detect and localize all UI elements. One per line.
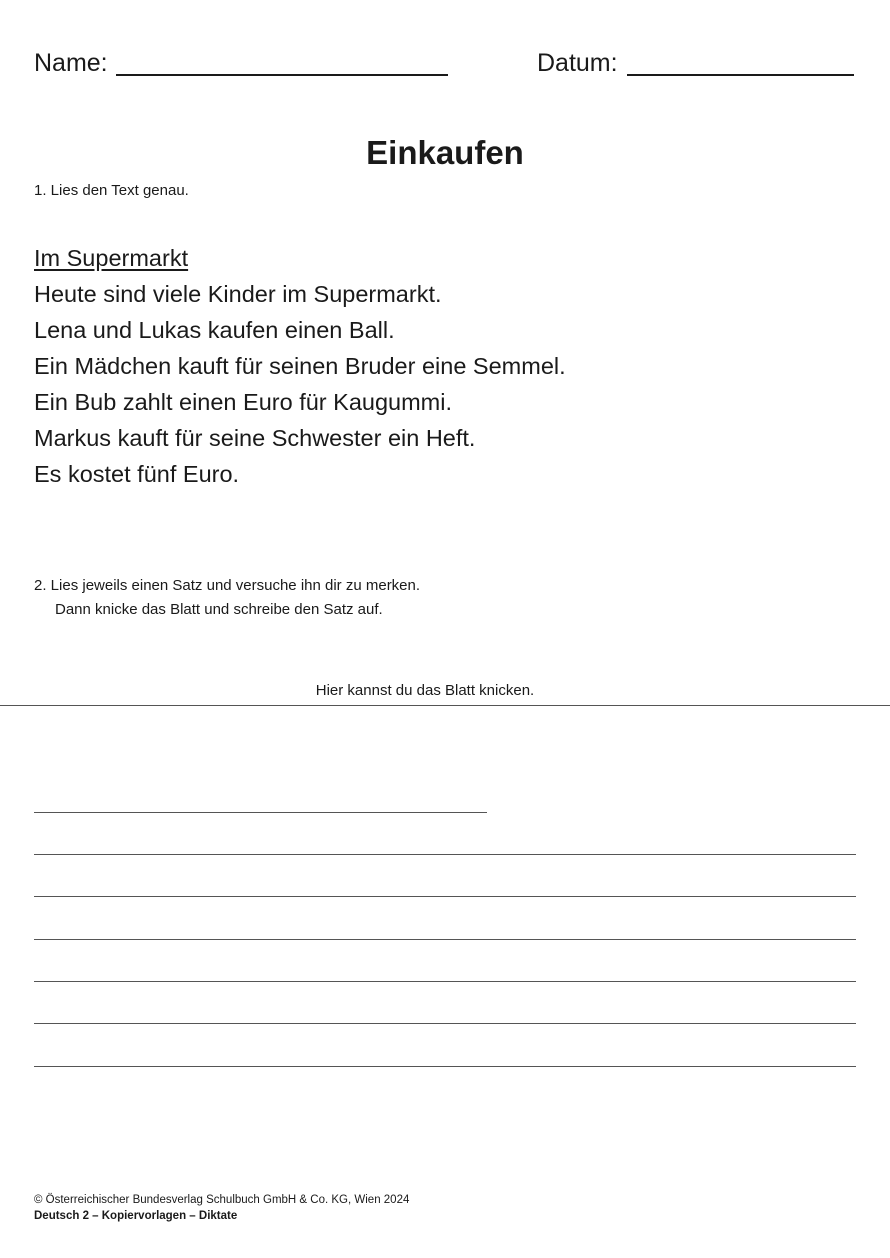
task2-instruction-line1: 2. Lies jeweils einen Satz und versuche ihn dir zu merken. bbox=[34, 577, 421, 594]
story-block bbox=[34, 240, 566, 492]
writing-line[interactable] bbox=[34, 854, 856, 855]
fold-hint: Hier kannst du das Blatt knicken. bbox=[315, 682, 535, 699]
date-label: Datum: bbox=[537, 49, 618, 77]
story-line: Ein Mädchen kauft für seinen Bruder eine Semmel. bbox=[34, 353, 566, 379]
writing-line[interactable] bbox=[34, 812, 487, 813]
footer-series: Deutsch 2 – Kopiervorlagen – Diktate bbox=[34, 1210, 238, 1222]
fold-line bbox=[0, 705, 890, 706]
writing-line[interactable] bbox=[34, 981, 856, 982]
story-line: Lena und Lukas kaufen einen Ball. bbox=[34, 317, 395, 343]
page-title: Einkaufen bbox=[366, 134, 524, 171]
footer-copyright: © Österreichischer Bundesverlag Schulbuch GmbH & Co. KG, Wien 2024 bbox=[34, 1194, 410, 1206]
story-line: Es kostet fünf Euro. bbox=[34, 461, 240, 487]
writing-line[interactable] bbox=[34, 1066, 856, 1067]
task1-instruction: 1. Lies den Text genau. bbox=[34, 182, 189, 199]
story-line: Markus kauft für seine Schwester ein Heft. bbox=[34, 425, 476, 451]
writing-line[interactable] bbox=[34, 1023, 856, 1024]
story-line: Ein Bub zahlt einen Euro für Kaugummi. bbox=[34, 389, 453, 415]
story-line: Heute sind viele Kinder im Supermarkt. bbox=[34, 281, 442, 307]
story-title: Im Supermarkt bbox=[34, 245, 189, 271]
date-field[interactable] bbox=[627, 74, 854, 76]
task2-instruction-line2: Dann knicke das Blatt und schreibe den Satz auf. bbox=[55, 601, 383, 618]
name-field[interactable] bbox=[116, 74, 448, 76]
writing-line[interactable] bbox=[34, 939, 856, 940]
name-label: Name: bbox=[34, 49, 108, 77]
writing-line[interactable] bbox=[34, 896, 856, 897]
